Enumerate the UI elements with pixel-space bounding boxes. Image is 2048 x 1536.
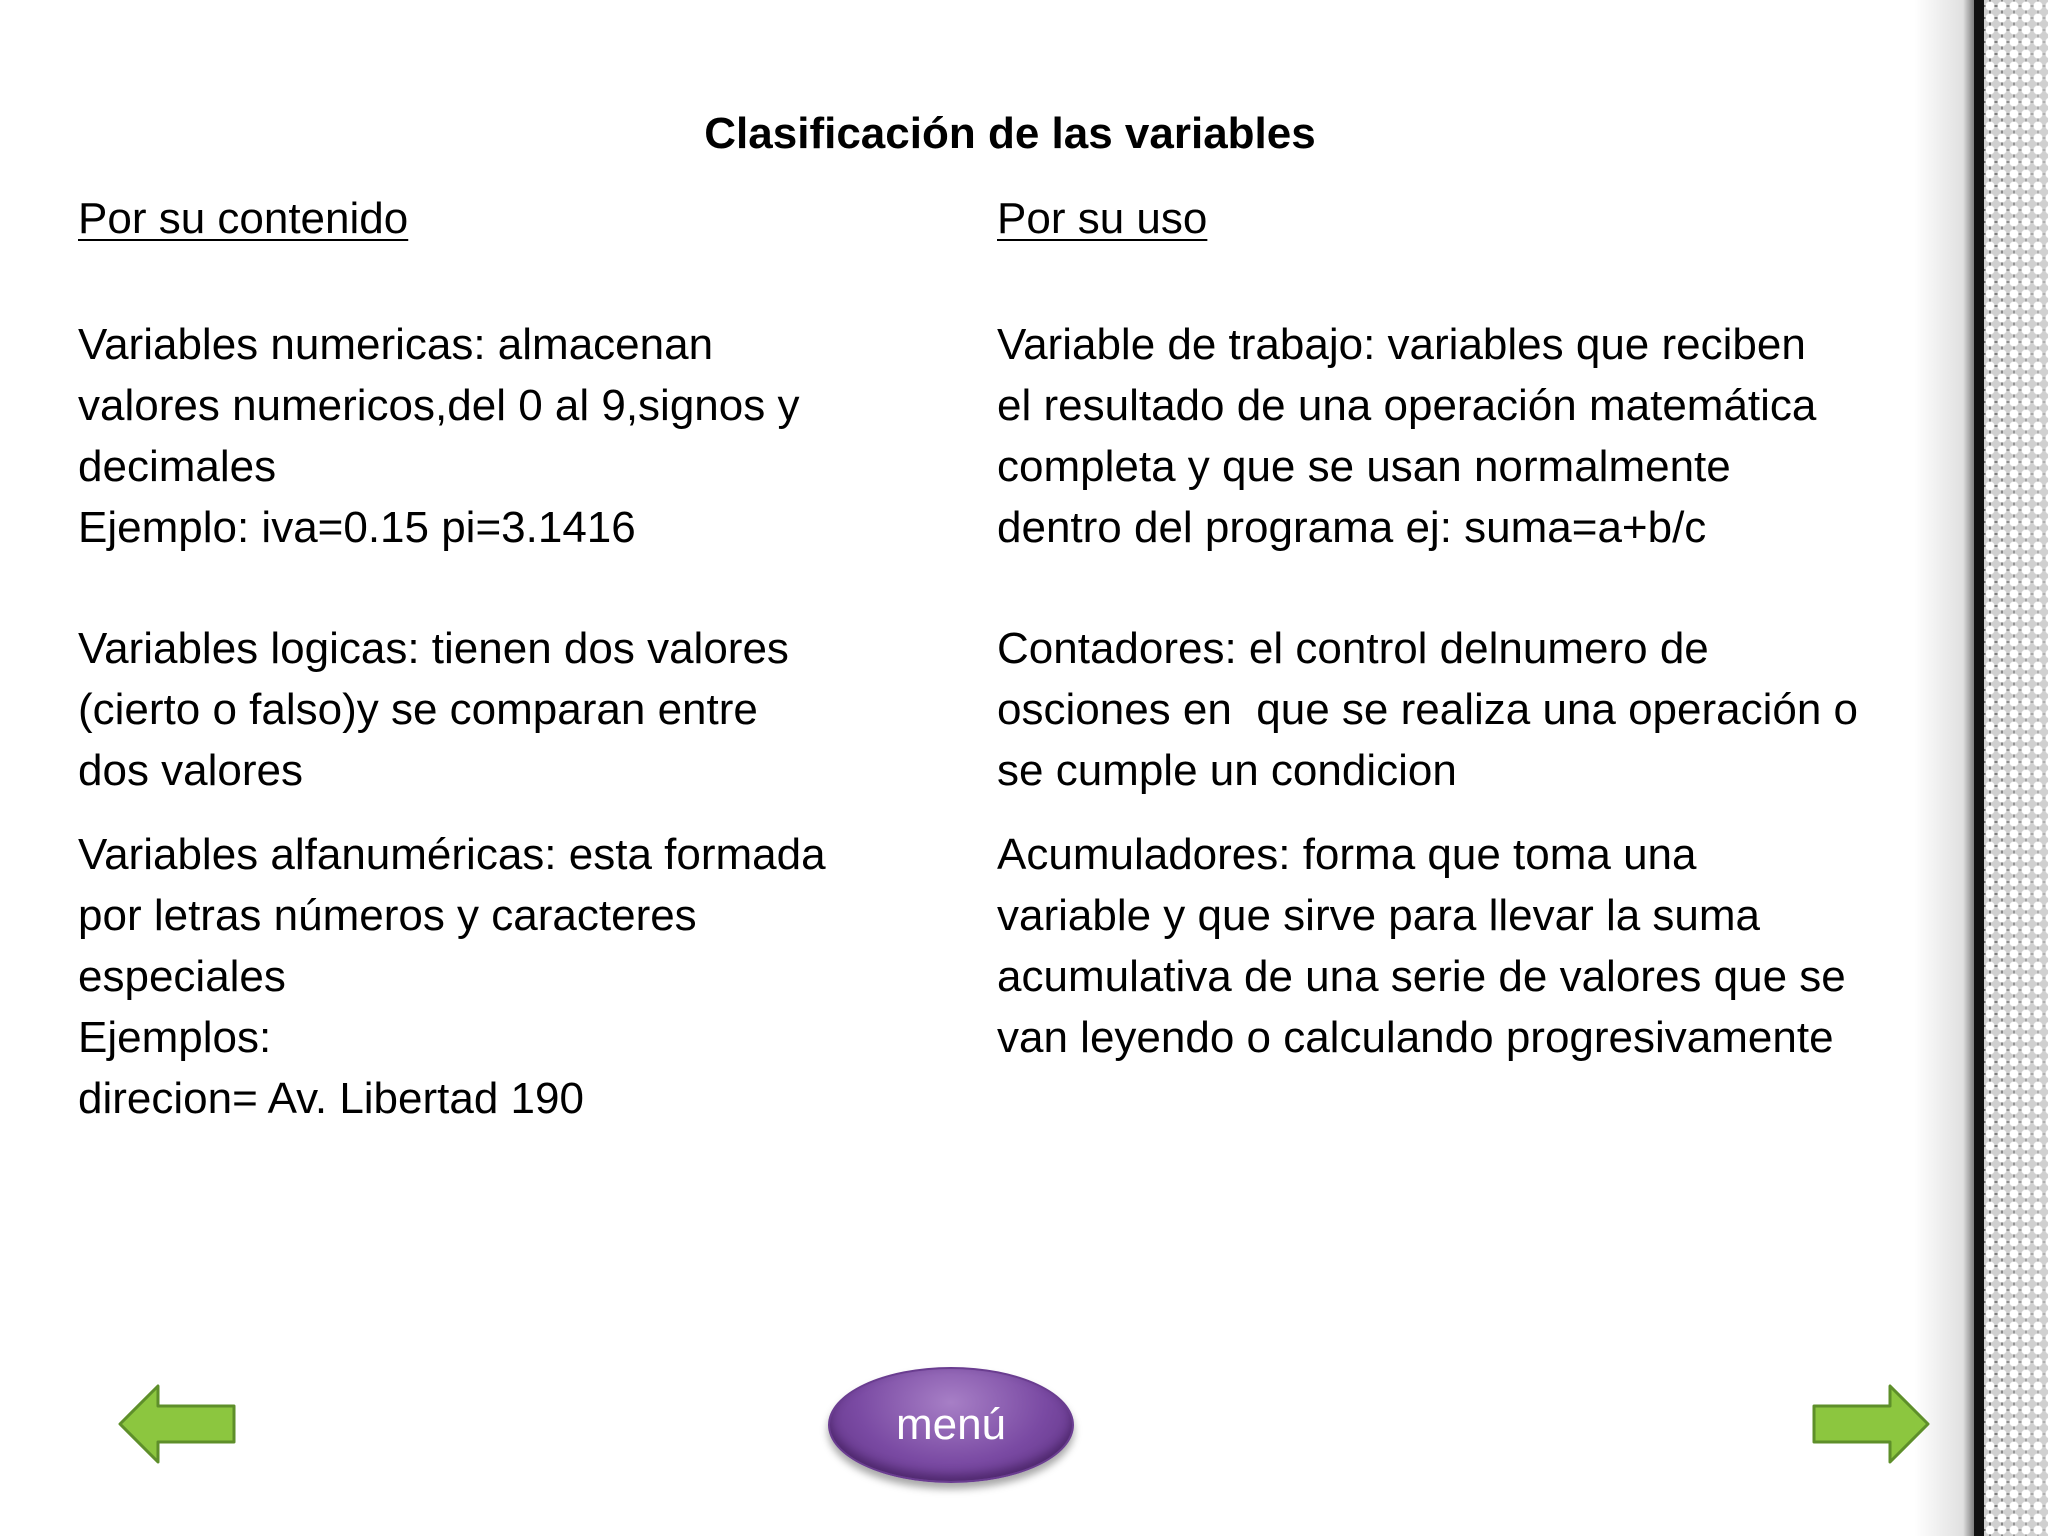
right-pattern-border <box>1984 0 2048 1536</box>
text-line: Acumuladores: forma que toma una <box>997 830 1697 879</box>
text-line: Variables alfanuméricas: esta formada <box>78 830 826 879</box>
text-line: por letras números y caracteres <box>78 891 697 940</box>
text-line: decimales <box>78 442 277 491</box>
text-line: Ejemplos: <box>78 1013 272 1062</box>
text-line: (cierto o falso)y se comparan entre <box>78 685 758 734</box>
variables-alfanumericas-block <box>78 824 958 1129</box>
text-line: Ejemplo: iva=0.15 pi=3.1416 <box>78 503 636 552</box>
text-line: direcion= Av. Libertad 190 <box>78 1074 584 1123</box>
text-line: completa y que se usan normalmente <box>997 442 1731 491</box>
arrow-left-icon <box>118 1384 236 1464</box>
contadores-block <box>997 618 1927 801</box>
text-line: se cumple un condicion <box>997 746 1457 795</box>
slide-title: Clasificación de las variables <box>704 109 1316 158</box>
text-line: Variables numericas: almacenan <box>78 320 714 369</box>
left-column-heading: Por su contenido <box>78 194 409 243</box>
variable-de-trabajo-block <box>997 314 1927 558</box>
right-edge-decoration <box>1974 0 1984 1536</box>
text-line: Variable de trabajo: variables que reciben <box>997 320 1806 369</box>
text-line: osciones en que se realiza una operación o <box>997 685 1859 734</box>
text-line: acumulativa de una serie de valores que se <box>997 952 1846 1001</box>
menu-button[interactable]: menú <box>828 1367 1074 1483</box>
text-line: valores numericos,del 0 al 9,signos y <box>78 381 800 430</box>
text-line: variable y que sirve para llevar la suma <box>997 891 1761 940</box>
right-column-por-su-uso <box>997 188 1927 1068</box>
text-line: Variables logicas: tienen dos valores <box>78 624 789 673</box>
variables-numericas-block <box>78 314 958 558</box>
right-column-heading: Por su uso <box>997 194 1208 243</box>
variables-logicas-block <box>78 618 958 801</box>
text-line: van leyendo o calculando progresivamente <box>997 1013 1834 1062</box>
text-line: especiales <box>78 952 286 1001</box>
arrow-right-icon <box>1812 1384 1930 1464</box>
next-slide-button[interactable] <box>1812 1384 1930 1464</box>
text-line: dentro del programa ej: suma=a+b/c <box>997 503 1707 552</box>
left-column-por-su-contenido <box>78 188 958 1129</box>
previous-slide-button[interactable] <box>118 1384 236 1464</box>
text-line: el resultado de una operación matemática <box>997 381 1817 430</box>
text-line: Contadores: el control delnumero de <box>997 624 1709 673</box>
text-line: dos valores <box>78 746 304 795</box>
acumuladores-block <box>997 824 1927 1068</box>
